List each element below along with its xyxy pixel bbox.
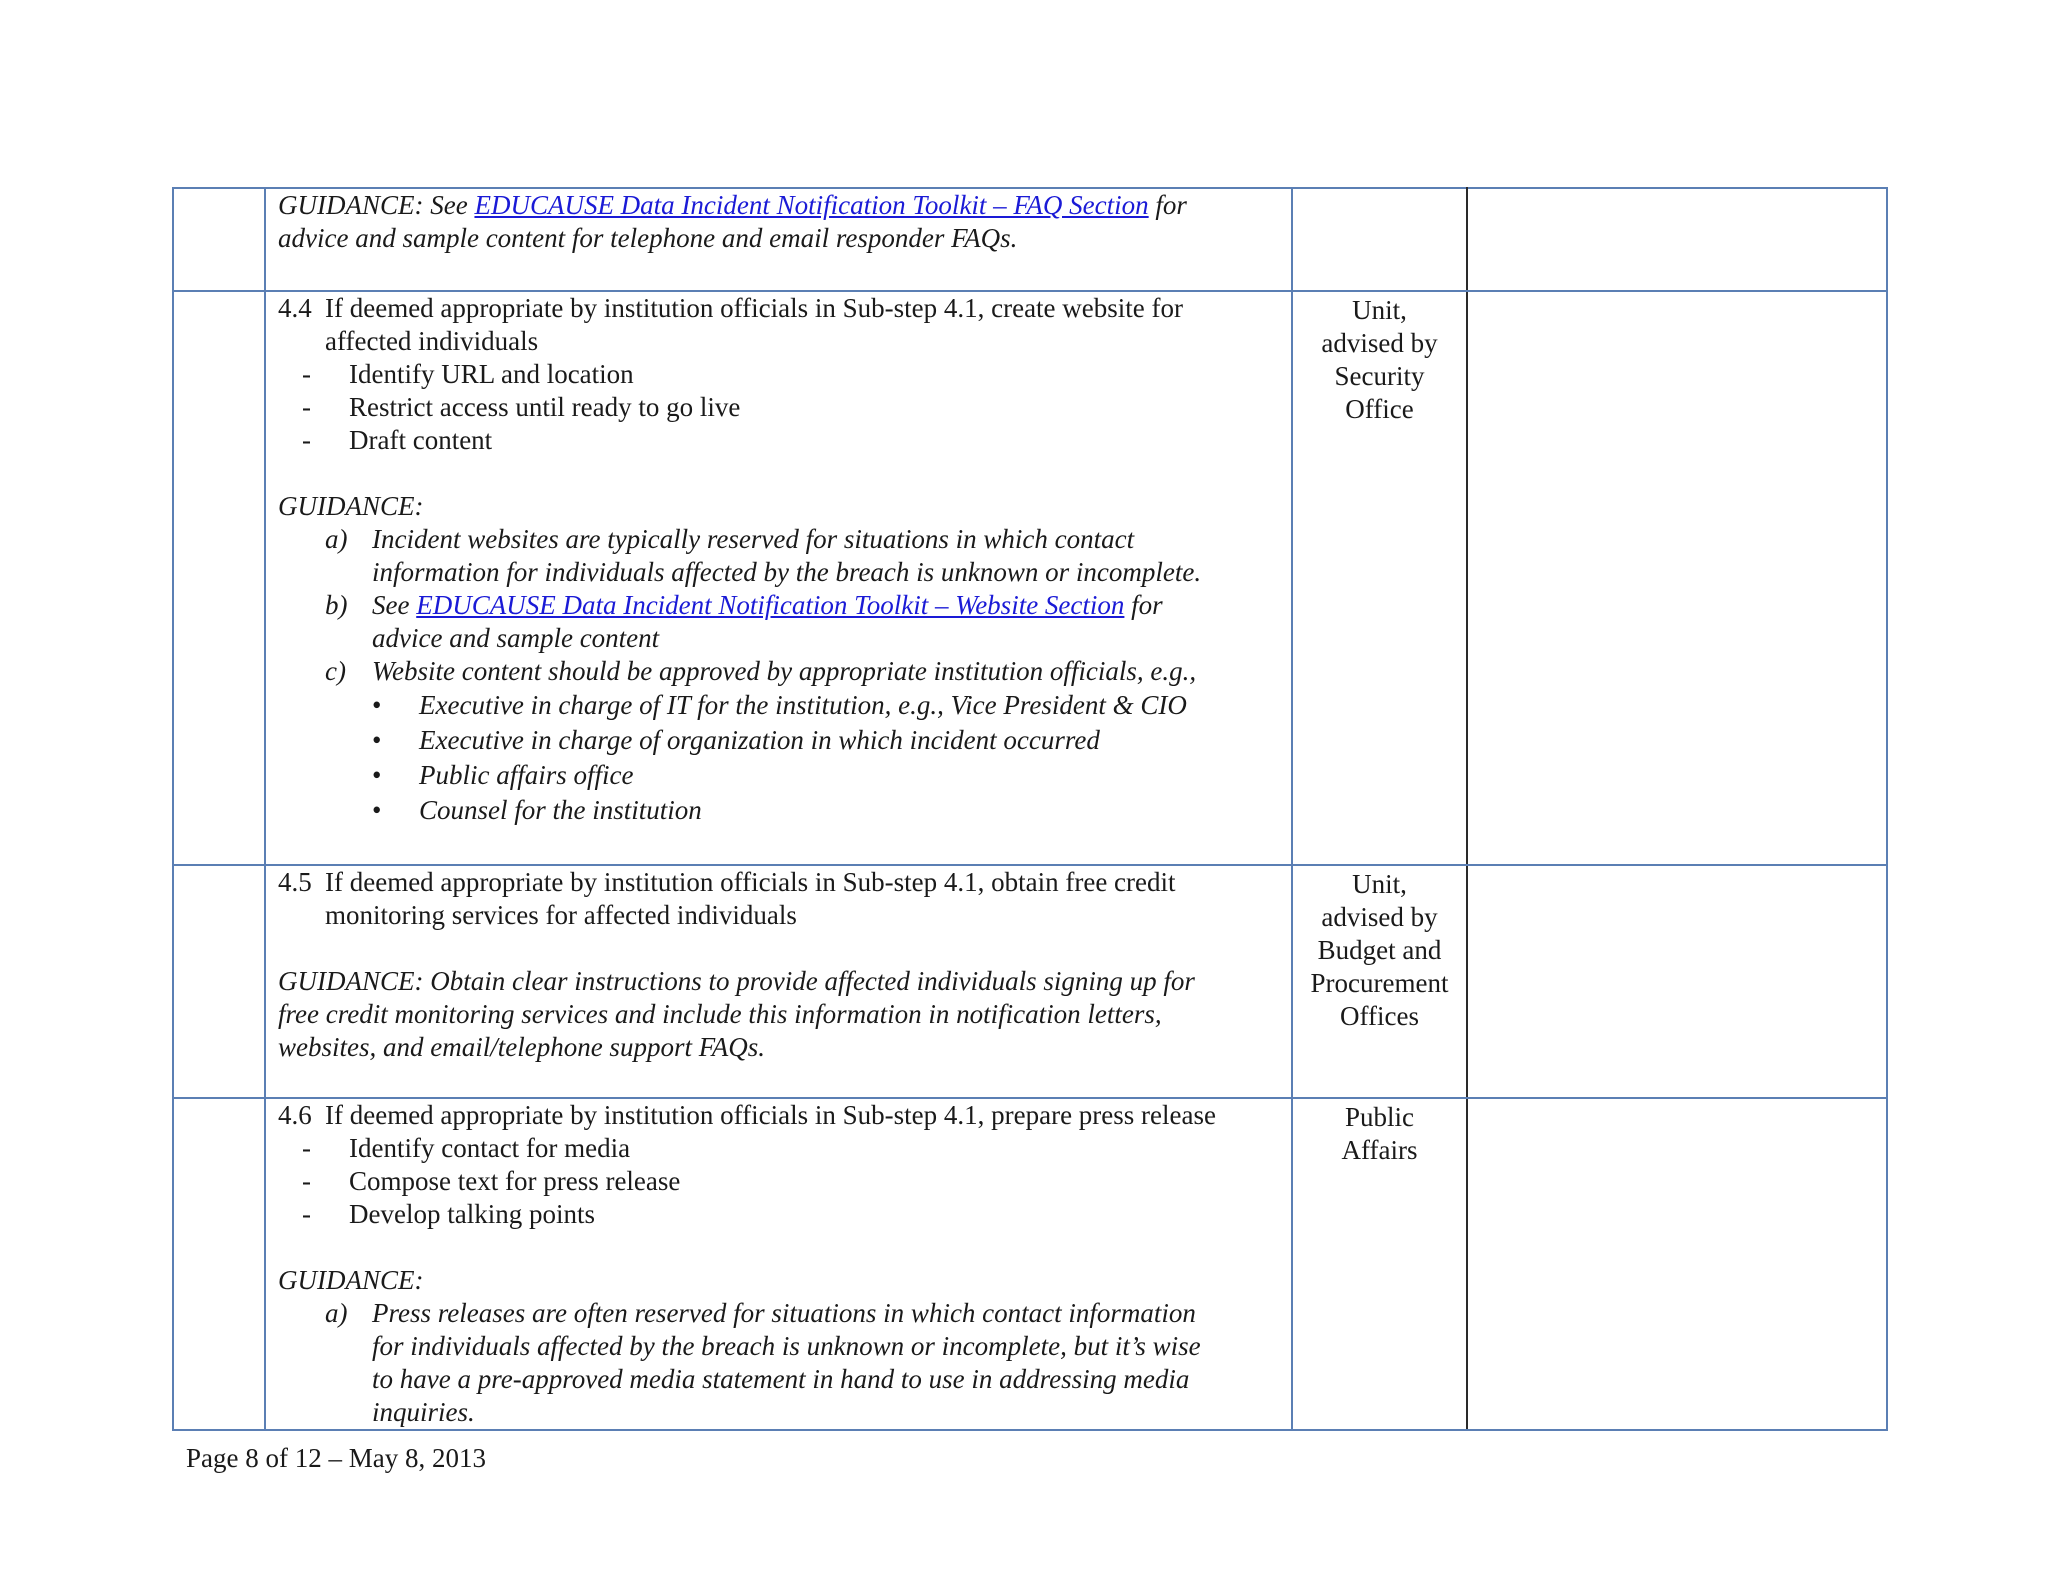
notes-cell (1467, 188, 1887, 291)
list-item: • Public affairs office (278, 758, 1275, 793)
responsible-cell: Unit, advised by Budget and Procurement Offices (1292, 865, 1467, 1098)
step-number: 4.6 (278, 1100, 312, 1130)
procedure-table (172, 187, 1888, 1431)
list-item: - Develop talking points (302, 1199, 595, 1229)
guidance-label: GUIDANCE: (278, 1265, 424, 1295)
responsible-cell: Unit, advised by Security Office (1292, 291, 1467, 865)
list-item: b) See EDUCAUSE Data Incident Notification Toolkit – Website Section for advice and sample content (325, 590, 1163, 653)
step-index-cell (173, 865, 265, 1098)
step-4-5: 4.5 If deemed appropriate by institution officials in Sub-step 4.1, obtain free credit monitoring services for affected individuals GUIDANCE: Obtain clear instructions to provide affected individuals signing up for free credit monitoring services and include this information in notification letters, websites, and email/telephone support FAQs. (266, 866, 1291, 1064)
list-item: - Compose text for press release (302, 1166, 681, 1196)
table-row (173, 865, 1887, 1098)
notes-cell (1467, 291, 1887, 865)
list-item: a) Press releases are often reserved for situations in which contact information for individuals affected by the breach is unknown or incomplete, but it’s wise to have a pre-approved media statement in hand to use in addressing media inquiries. (325, 1298, 1201, 1427)
notes-cell (1467, 865, 1887, 1098)
list-item: - Restrict access until ready to go live (302, 392, 741, 422)
website-section-link[interactable]: EDUCAUSE Data Incident Notification Toolkit – Website Section (416, 590, 1125, 620)
table-row (173, 291, 1887, 865)
action-cell (265, 865, 1292, 1098)
bullet-icon: • (372, 725, 382, 755)
bullet-icon: • (372, 760, 382, 790)
notes-cell (1467, 1098, 1887, 1430)
list-item: a) Incident websites are typically reserved for situations in which contact information for individuals affected by the breach is unknown or incomplete. (325, 524, 1202, 587)
step-index-cell (173, 188, 265, 291)
list-item: c) Website content should be approved by appropriate institution officials, e.g., (325, 656, 1197, 686)
step-number: 4.4 (278, 293, 312, 323)
bullet-icon: • (372, 795, 382, 825)
step-number: 4.5 (278, 867, 312, 897)
step-index-cell (173, 1098, 265, 1430)
guidance-text: GUIDANCE: See EDUCAUSE Data Incident Notification Toolkit – FAQ Section for advice and sample content for telephone and email responder FAQs. (278, 190, 1187, 253)
action-cell (265, 291, 1292, 865)
bullet-icon: • (372, 690, 382, 720)
guidance-label: GUIDANCE: (278, 491, 424, 521)
table-row (173, 188, 1887, 291)
guidance-text: GUIDANCE: Obtain clear instructions to provide affected individuals signing up for free credit monitoring services and include this information in notification letters, websites, and email/telephone support FAQs. (278, 966, 1195, 1062)
page-footer: Page 8 of 12 – May 8, 2013 (186, 1443, 486, 1473)
faq-section-link[interactable]: EDUCAUSE Data Incident Notification Toolkit – FAQ Section (474, 190, 1149, 220)
list-item: • Executive in charge of IT for the institution, e.g., Vice President & CIO (278, 688, 1275, 723)
list-item: • Executive in charge of organization in which incident occurred (278, 723, 1275, 758)
responsible-cell: Public Affairs (1292, 1098, 1467, 1430)
step-4-6: 4.6 If deemed appropriate by institution officials in Sub-step 4.1, prepare press release - Identify contact for media - Compose text for press release - Develop talking points GUIDANCE: a) Press releases are often reserved for situations in which contact information for individuals affected by the breach is unknown or incomplete, but it’s wise to have a pre-approved media statement in hand to use in addressing media inquiries. (266, 1099, 1291, 1429)
list-item: • Counsel for the institution (278, 793, 1275, 828)
responsible-cell (1292, 188, 1467, 291)
list-item: - Draft content (302, 425, 493, 455)
list-item: - Identify URL and location (302, 359, 634, 389)
table-row (173, 1098, 1887, 1430)
action-cell (265, 188, 1292, 291)
step-4-4: 4.4 If deemed appropriate by institution officials in Sub-step 4.1, create website for affected individuals - Identify URL and location - Restrict access until ready to go live - Draft content GUIDANCE: a) Incident websites are typically reserved for situations in which contact information for individuals affected by the breach is unknown or incomplete. b) See EDUCAUSE Data Incident Notification Toolkit – Website Section for advice and sample content c) Website content should be approved by appropriate institution officials, e.g., • Executive in charge of IT for the institution, e.g., Vice President & CIO • Executive in charge of organization in which incident occurred • Public affairs office • Counsel for the institution (266, 292, 1291, 828)
list-item: - Identify contact for media (302, 1133, 631, 1163)
step-index-cell (173, 291, 265, 865)
action-cell (265, 1098, 1292, 1430)
